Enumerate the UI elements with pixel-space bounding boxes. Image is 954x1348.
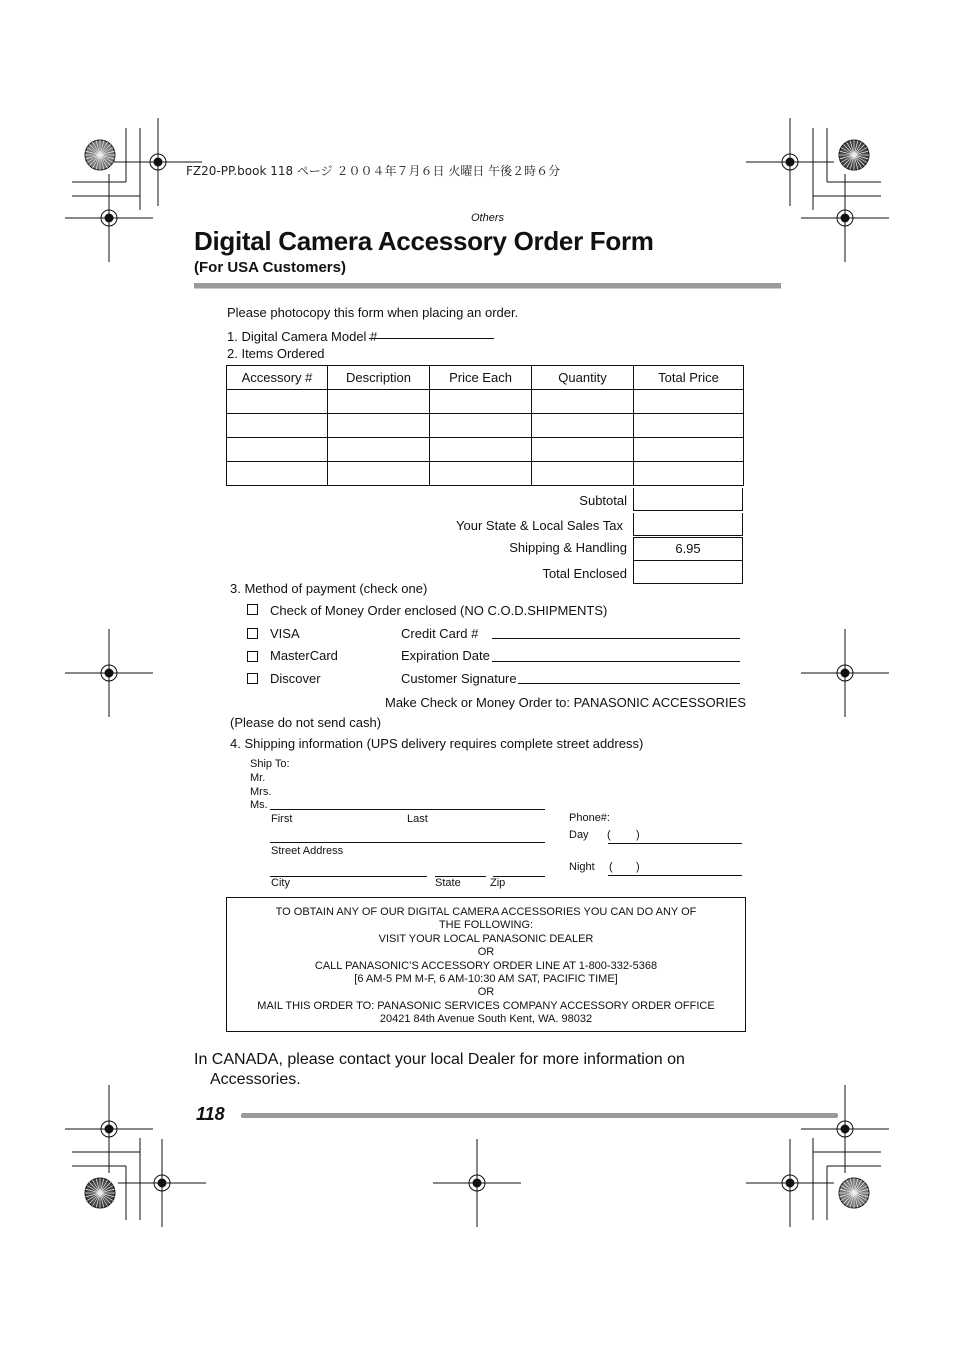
info-line: OR bbox=[477, 946, 495, 959]
day-phone-input-line[interactable] bbox=[608, 843, 742, 844]
star-target-icon bbox=[839, 140, 869, 170]
discover-checkbox[interactable] bbox=[247, 673, 258, 684]
table-cell[interactable] bbox=[532, 462, 634, 486]
registration-target-icon bbox=[801, 629, 889, 717]
table-cell[interactable] bbox=[532, 414, 634, 438]
city-input-line[interactable] bbox=[270, 876, 427, 877]
table-row bbox=[227, 462, 744, 486]
credit-card-input-line[interactable] bbox=[492, 638, 740, 639]
day-paren-open: ( bbox=[607, 829, 611, 841]
ordering-info-box bbox=[226, 897, 746, 1032]
total-label: Total Enclosed bbox=[542, 566, 627, 581]
night-label: Night bbox=[569, 861, 595, 873]
expiration-input-line[interactable] bbox=[492, 661, 740, 662]
info-line: [6 AM-5 PM M-F, 6 AM-10:30 AM SAT, PACIFIC TIME] bbox=[354, 973, 618, 986]
registration-target-icon bbox=[65, 629, 153, 717]
star-target-icon bbox=[85, 140, 115, 170]
info-line: MAIL THIS ORDER TO: PANASONIC SERVICES COMPANY ACCESSORY ORDER OFFICE bbox=[257, 999, 715, 1012]
phone-label: Phone#: bbox=[569, 812, 610, 824]
canada-line: In CANADA, please contact your local Dealer for more information on bbox=[194, 1051, 685, 1068]
items-label: 2. Items Ordered bbox=[227, 346, 325, 361]
ms-label: Ms. bbox=[250, 799, 268, 811]
day-paren-close: ) bbox=[636, 829, 640, 841]
canada-note bbox=[194, 1050, 685, 1090]
book-header-stamp: FZ20-PP.book 118 ページ ２００４年７月６日 火曜日 午後２時６分 bbox=[186, 164, 561, 178]
table-cell[interactable] bbox=[430, 414, 532, 438]
info-line: TO OBTAIN ANY OF OUR DIGITAL CAMERA ACCESSORIES YOU CAN DO ANY OF bbox=[275, 906, 697, 918]
table-cell[interactable] bbox=[430, 390, 532, 414]
table-row bbox=[227, 414, 744, 438]
registration-target-icon bbox=[433, 1139, 521, 1227]
col-header: Description bbox=[328, 366, 430, 390]
first-name-label: First bbox=[271, 813, 293, 825]
section-label: Others bbox=[471, 212, 505, 224]
subtotal-row bbox=[227, 488, 743, 512]
visa-checkbox[interactable] bbox=[247, 628, 258, 639]
expiration-label: Expiration Date bbox=[401, 648, 490, 663]
visa-label: VISA bbox=[270, 626, 300, 641]
info-line: CALL PANASONIC’S ACCESSORY ORDER LINE AT 1-800-332-5368 bbox=[314, 959, 658, 972]
total-field[interactable] bbox=[633, 561, 743, 584]
table-cell[interactable] bbox=[430, 438, 532, 462]
table-cell[interactable] bbox=[227, 462, 328, 486]
page-title: Digital Camera Accessory Order Form bbox=[194, 226, 654, 256]
night-paren-close: ) bbox=[636, 861, 640, 873]
page-number: 118 bbox=[196, 1104, 225, 1124]
footer-rule bbox=[241, 1113, 838, 1118]
tax-label: Your State & Local Sales Tax bbox=[456, 518, 623, 533]
mastercard-label: MasterCard bbox=[270, 648, 338, 663]
table-cell[interactable] bbox=[634, 462, 744, 486]
payable-to-text: Make Check or Money Order to: PANASONIC ACCESSORIES bbox=[385, 695, 746, 710]
info-line: OR bbox=[477, 986, 495, 999]
mastercard-checkbox[interactable] bbox=[247, 651, 258, 662]
night-phone-input-line[interactable] bbox=[608, 875, 742, 876]
table-cell[interactable] bbox=[328, 438, 430, 462]
table-cell[interactable] bbox=[328, 390, 430, 414]
discover-label: Discover bbox=[270, 671, 321, 686]
table-cell[interactable] bbox=[328, 414, 430, 438]
registration-target-icon bbox=[746, 118, 834, 206]
col-header: Price Each bbox=[430, 366, 532, 390]
last-name-label: Last bbox=[407, 813, 428, 825]
canada-line: Accessories. bbox=[210, 1071, 301, 1088]
table-cell[interactable] bbox=[227, 414, 328, 438]
table-cell[interactable] bbox=[634, 438, 744, 462]
shipping-info-label: 4. Shipping information (UPS delivery requires complete street address) bbox=[230, 736, 644, 751]
table-cell[interactable] bbox=[430, 462, 532, 486]
no-cash-note: (Please do not send cash) bbox=[230, 715, 382, 730]
street-label: Street Address bbox=[271, 845, 344, 857]
info-line: 20421 84th Avenue South Kent, WA. 98032 bbox=[379, 1013, 593, 1026]
check-option-checkbox[interactable] bbox=[247, 604, 258, 615]
items-table bbox=[226, 365, 744, 486]
night-paren-open: ( bbox=[609, 861, 613, 873]
table-row bbox=[227, 390, 744, 414]
col-header: Accessory # bbox=[227, 366, 328, 390]
check-option-label: Check of Money Order enclosed (NO C.O.D.SHIPMENTS) bbox=[270, 603, 608, 618]
mr-label: Mr. bbox=[250, 772, 266, 784]
intro-text: Please photocopy this form when placing an order. bbox=[227, 305, 519, 320]
table-cell[interactable] bbox=[532, 390, 634, 414]
tax-field[interactable] bbox=[633, 513, 743, 536]
table-cell[interactable] bbox=[328, 462, 430, 486]
table-row bbox=[227, 438, 744, 462]
table-cell[interactable] bbox=[634, 390, 744, 414]
shipping-label: Shipping & Handling bbox=[509, 540, 627, 555]
name-input-line[interactable] bbox=[270, 809, 545, 810]
subtotal-field[interactable] bbox=[633, 488, 743, 511]
subtotal-label: Subtotal bbox=[579, 493, 627, 508]
info-line: VISIT YOUR LOCAL PANASONIC DEALER bbox=[378, 932, 594, 945]
signature-input-line[interactable] bbox=[518, 683, 740, 684]
payment-label: 3. Method of payment (check one) bbox=[230, 581, 428, 596]
table-cell[interactable] bbox=[227, 438, 328, 462]
day-label: Day bbox=[569, 829, 589, 841]
registration-target-icon bbox=[801, 174, 889, 262]
registration-target-icon bbox=[801, 1085, 889, 1173]
table-header-row bbox=[227, 366, 744, 390]
mrs-label: Mrs. bbox=[250, 786, 272, 798]
zip-label: Zip bbox=[490, 877, 506, 889]
col-header: Total Price bbox=[634, 366, 744, 390]
ship-to-label: Ship To: bbox=[250, 758, 290, 770]
credit-card-label: Credit Card # bbox=[401, 626, 479, 641]
star-target-icon bbox=[839, 1178, 869, 1208]
model-input-line[interactable] bbox=[369, 338, 494, 339]
state-label: State bbox=[435, 877, 461, 889]
page-subtitle: (For USA Customers) bbox=[194, 259, 346, 276]
model-label: 1. Digital Camera Model # bbox=[227, 329, 378, 344]
info-line: THE FOLLOWING: bbox=[438, 919, 534, 932]
signature-label: Customer Signature bbox=[401, 671, 517, 686]
star-target-icon bbox=[85, 1178, 115, 1208]
tax-row bbox=[227, 513, 743, 537]
title-rule bbox=[194, 283, 781, 289]
street-input-line[interactable] bbox=[270, 842, 545, 843]
table-cell[interactable] bbox=[532, 438, 634, 462]
col-header: Quantity bbox=[532, 366, 634, 390]
city-label: City bbox=[271, 877, 290, 889]
shipping-row bbox=[227, 537, 743, 561]
table-cell[interactable] bbox=[634, 414, 744, 438]
table-cell[interactable] bbox=[227, 390, 328, 414]
shipping-value: 6.95 bbox=[633, 537, 743, 561]
